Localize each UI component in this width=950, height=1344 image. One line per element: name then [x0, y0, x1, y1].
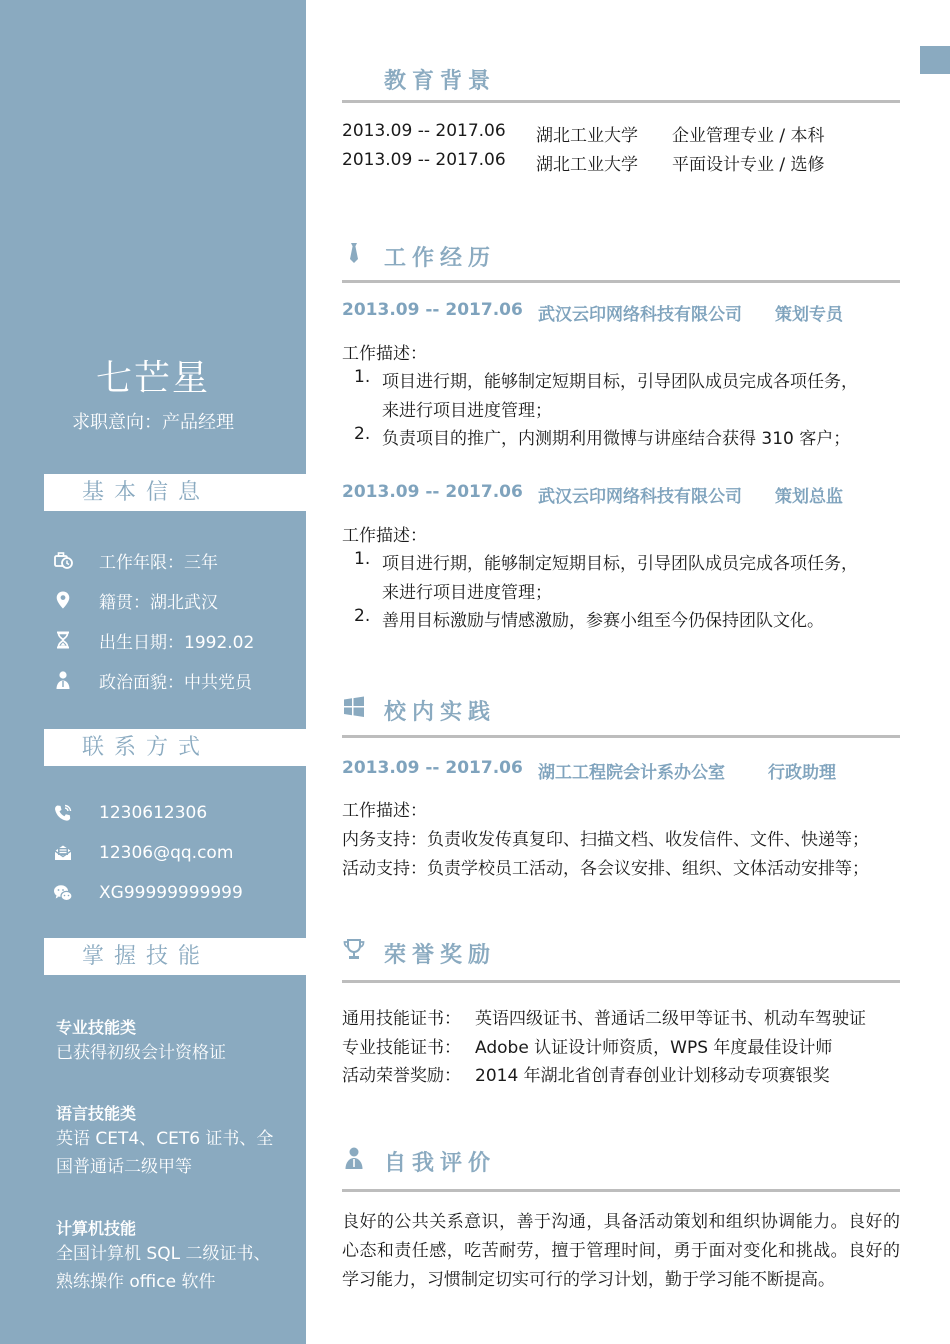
contact-email-text: 12306@qq.com	[99, 843, 234, 863]
sidebar	[0, 0, 306, 1344]
work-heading: 工作经历	[384, 246, 497, 271]
hourglass-icon	[52, 629, 74, 651]
edu-period: 2013.09 -- 2017.06	[342, 121, 506, 141]
contact-wechat-text: XG99999999999	[99, 883, 243, 903]
skills-heading: 掌握技能	[44, 938, 306, 975]
candidate-name: 七芒星	[95, 358, 210, 399]
skill-group-title: 计算机技能	[56, 1219, 137, 1238]
job-point-text: 项目进行期，能够制定短期目标，引导团队成员完成各项任务，	[382, 554, 858, 574]
honors-heading: 荣誉奖励	[384, 943, 497, 968]
campus-desc-line: 活动支持：负责学校员工活动，各会议安排、组织、文体活动安排等；	[342, 859, 869, 879]
job-intent: 求职意向：产品经理	[72, 412, 234, 433]
edu-school: 湖北工业大学	[536, 126, 638, 146]
edu-major: 平面设计专业 / 选修	[672, 155, 825, 175]
contact-phone-text: 1230612306	[99, 803, 208, 823]
skill-group-title: 专业技能类	[56, 1018, 137, 1037]
job-role: 策划专员	[775, 305, 843, 325]
contact-wechat	[52, 880, 243, 906]
self-eval-divider	[342, 1189, 900, 1192]
info-hometown-text: 籍贯：湖北武汉	[99, 592, 218, 613]
job-point-text: 负责项目的推广，内测期利用微博与讲座结合获得 310 客户；	[382, 429, 851, 449]
skill-group-desc: 全国计算机 SQL 二级证书、熟练操作 office 软件	[56, 1244, 271, 1292]
contact-heading: 联系方式	[44, 729, 306, 766]
job-point-number: 1.	[354, 367, 371, 387]
honor-value: Adobe 认证设计师资质，WPS 年度最佳设计师	[475, 1038, 833, 1058]
person-icon	[52, 669, 74, 691]
job-point-number: 2.	[354, 424, 371, 444]
campus-org: 湖工工程院会计系办公室	[538, 763, 725, 783]
wechat-icon	[52, 882, 74, 904]
info-political	[52, 667, 252, 693]
honor-value: 2014 年湖北省创青春创业计划移动专项赛银奖	[475, 1066, 830, 1086]
education-heading: 教育背景	[384, 69, 497, 94]
job-point-text-cont: 来进行项目进度管理；	[382, 401, 552, 421]
job-period: 2013.09 -- 2017.06	[342, 482, 523, 502]
job-role: 策划总监	[775, 487, 843, 507]
education-divider	[342, 100, 900, 103]
honor-label: 专业技能证书：	[342, 1038, 461, 1058]
info-work-years	[52, 547, 218, 573]
honor-label: 通用技能证书：	[342, 1009, 461, 1029]
job-point-number: 2.	[354, 606, 371, 626]
job-point-text: 项目进行期，能够制定短期目标，引导团队成员完成各项任务，	[382, 372, 858, 392]
work-divider	[342, 280, 900, 283]
job-desc-label: 工作描述：	[342, 526, 427, 546]
campus-heading: 校内实践	[384, 700, 497, 725]
campus-desc-label: 工作描述：	[342, 801, 427, 821]
campus-divider	[342, 735, 900, 738]
edu-period: 2013.09 -- 2017.06	[342, 150, 506, 170]
job-point-number: 1.	[354, 549, 371, 569]
info-birthdate	[52, 627, 254, 653]
job-period: 2013.09 -- 2017.06	[342, 300, 523, 320]
phone-icon	[52, 802, 74, 824]
campus-period: 2013.09 -- 2017.06	[342, 758, 523, 778]
job-point-text: 善用目标激励与情感激励，参赛小组至今仍保持团队文化。	[382, 611, 824, 631]
honors-divider	[342, 980, 900, 983]
contact-email	[52, 840, 233, 866]
self-eval-heading: 自我评价	[384, 1151, 497, 1176]
campus-desc-line: 内务支持：负责收发传真复印、扫描文档、收发信件、文件、快递等；	[342, 830, 869, 850]
info-political-text: 政治面貌：中共党员	[99, 672, 252, 693]
job-desc-label: 工作描述：	[342, 344, 427, 364]
corner-accent-bar	[920, 46, 950, 74]
trophy-icon	[342, 937, 366, 963]
person-icon	[342, 1145, 366, 1171]
self-eval-text: 良好的公共关系意识，善于沟通，具备活动策划和组织协调能力。良好的心态和责任感，吃苦耐劳，擅于管理时间，勇于面对变化和挑战。良好的学习能力，习惯制定切实可行的学习计划，勤于学习能不断提高。	[342, 1212, 900, 1290]
windows-grid-icon	[342, 694, 366, 720]
info-work-years-text: 工作年限：三年	[99, 552, 218, 573]
job-company: 武汉云印网络科技有限公司	[538, 487, 742, 507]
briefcase-clock-icon	[52, 549, 74, 571]
job-point-text-cont: 来进行项目进度管理；	[382, 583, 552, 603]
basic-info-heading: 基本信息	[44, 474, 306, 511]
honor-label: 活动荣誉奖励：	[342, 1066, 461, 1086]
email-icon	[52, 842, 74, 864]
contact-phone	[52, 800, 207, 826]
info-hometown	[52, 587, 218, 613]
skill-group-desc: 已获得初级会计资格证	[56, 1043, 226, 1063]
campus-role: 行政助理	[768, 763, 836, 783]
info-birthdate-text: 出生日期：1992.02	[99, 632, 255, 653]
honor-value: 英语四级证书、普通话二级甲等证书、机动车驾驶证	[475, 1009, 866, 1029]
skill-group-title: 语言技能类	[56, 1104, 137, 1123]
skill-group-desc: 英语 CET4、CET6 证书、全国普通话二级甲等	[56, 1129, 274, 1177]
job-company: 武汉云印网络科技有限公司	[538, 305, 742, 325]
location-pin-icon	[52, 589, 74, 611]
necktie-icon	[342, 240, 366, 266]
edu-school: 湖北工业大学	[536, 155, 638, 175]
edu-major: 企业管理专业 / 本科	[672, 126, 825, 146]
